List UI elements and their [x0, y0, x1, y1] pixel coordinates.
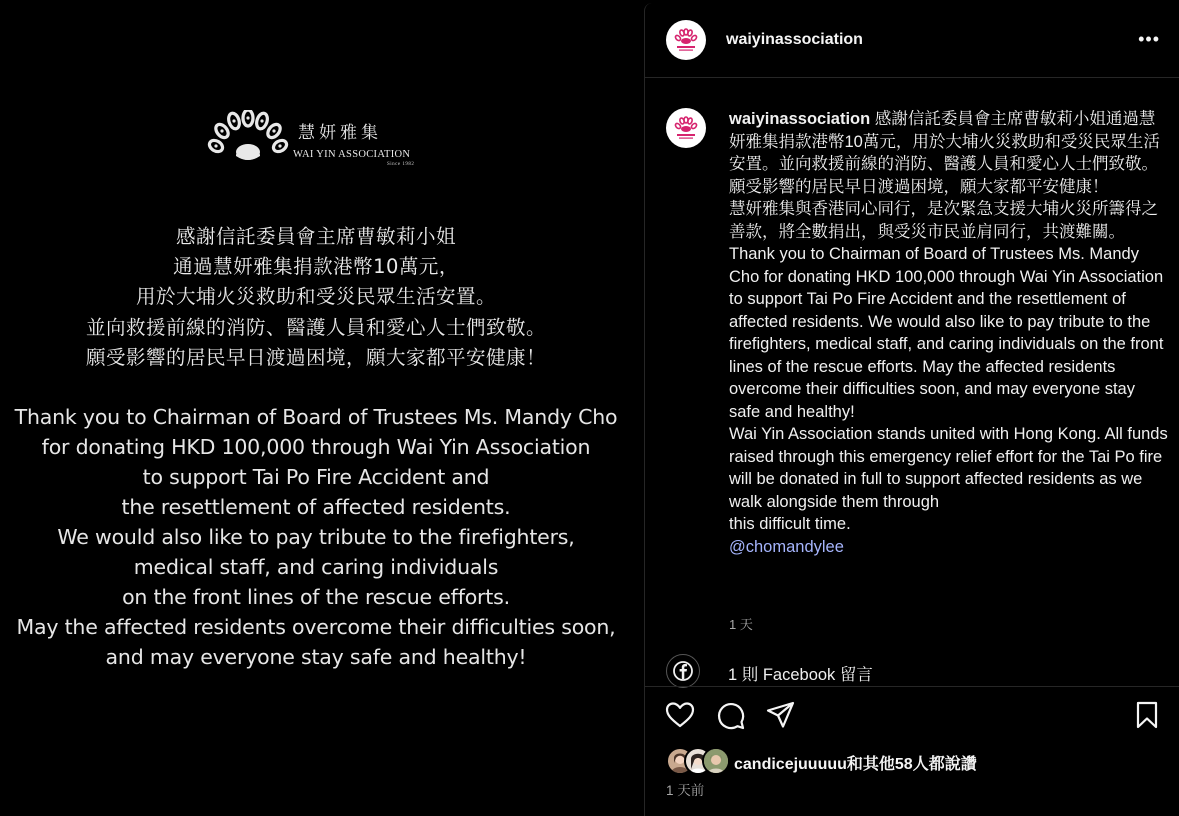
facebook-icon	[666, 654, 700, 688]
image-chinese-line: 並向救援前線的消防、醫護人員和愛心人士們致敬。	[85, 315, 546, 339]
caption-avatar[interactable]	[666, 108, 706, 148]
more-options-icon[interactable]: •••	[1138, 29, 1160, 49]
image-english-line: Thank you to Chairman of Board of Trustees Ms. Mandy Cho	[14, 405, 618, 430]
profile-avatar[interactable]	[666, 20, 706, 60]
post-header	[645, 3, 1179, 78]
image-english-line: to support Tai Po Fire Accident and	[142, 465, 490, 490]
image-english-line: for donating HKD 100,000 through Wai Yin Association	[41, 435, 591, 460]
logo-english-name: WAI YIN ASSOCIATION	[293, 149, 411, 160]
liker-avatar	[702, 747, 730, 775]
caption-time[interactable]: 1 天	[729, 617, 753, 632]
heart-icon[interactable]	[665, 701, 695, 729]
share-icon[interactable]	[766, 701, 796, 729]
image-english-line: on the front lines of the rescue efforts.	[122, 585, 510, 610]
post-date[interactable]: 1 天前	[666, 783, 705, 798]
facebook-comments-row[interactable]	[666, 654, 1146, 688]
image-message	[0, 222, 632, 672]
image-chinese-line: 感謝信託委員會主席曹敏莉小姐	[175, 225, 456, 248]
wai-yin-logo	[205, 110, 435, 174]
caption-english-1: Thank you to Chairman of Board of Trustees Ms. Mandy Cho for donating HKD 100,000 through Wai Yin Association to support Tai Po Fire Accident and the resettlement of affected residents. We would also like to pay tribute to the firefighters, medical staff, and caring individuals on the front lines of the rescue efforts. May the affected residents overcome their difficulties soon, and may everyone stay safe and healthy!	[729, 245, 1164, 421]
image-english-line: May the affected residents overcome their difficulties soon,	[16, 615, 616, 640]
image-chinese-line: 願受影響的居民早日渡過困境，願大家都平安健康！	[85, 345, 546, 369]
header-username[interactable]: waiyinassociation	[726, 31, 863, 48]
caption-chinese-2: 慧妍雅集與香港同心同行，是次緊急支援大埔火災所籌得之善款，將全數捐出，與受災市民並肩同行，共渡難關。	[729, 200, 1158, 241]
image-english-line: We would also like to pay tribute to the firefighters,	[57, 525, 575, 550]
image-english-line: medical staff, and caring individuals	[133, 555, 499, 580]
mention-link[interactable]: @chomandylee	[729, 537, 844, 556]
caption-area	[645, 78, 1179, 688]
brand-logo-icon	[666, 20, 706, 60]
likes-summary[interactable]	[666, 747, 1166, 775]
image-english-line: and may everyone stay safe and healthy!	[105, 645, 527, 670]
logo-since: Since 1982	[387, 162, 415, 167]
image-chinese-line: 通過慧妍雅集捐款港幣10萬元，	[173, 255, 459, 279]
brand-logo-icon	[666, 108, 706, 148]
caption-english-3: this difficult time.	[729, 515, 851, 533]
facebook-comments-label: 1 則 Facebook 留言	[728, 666, 873, 684]
comment-icon[interactable]	[716, 701, 746, 731]
image-english-line: the resettlement of affected residents.	[121, 495, 511, 520]
caption-username[interactable]: waiyinassociation	[729, 110, 871, 128]
likes-text: candicejuuuuu和其他58人都說讚	[734, 756, 977, 773]
image-chinese-line: 用於大埔火災救助和受災民眾生活安置。	[135, 285, 496, 309]
post-caption	[729, 108, 1169, 558]
post-detail-panel	[644, 3, 1179, 816]
logo-chinese-name: 慧妍雅集	[298, 123, 382, 143]
bookmark-icon[interactable]	[1135, 701, 1159, 729]
caption-english-2: Wai Yin Association stands united with Hong Kong. All funds raised through this emergency relief effort for the Tai Po fire will be donated in full to support affected residents as we walk alongside them through	[729, 425, 1168, 511]
action-bar	[645, 686, 1179, 735]
peacock-logo-icon	[205, 110, 291, 162]
caption-chinese-1: 感謝信託委員會主席曹敏莉小姐通過慧妍雅集捐款港幣10萬元，用於大埔火災救助和受災民眾生活安置。並向救援前線的消防、醫護人員和愛心人士們致敬。願受影響的居民早日渡過困境，願大家都平安健康！	[729, 110, 1160, 196]
